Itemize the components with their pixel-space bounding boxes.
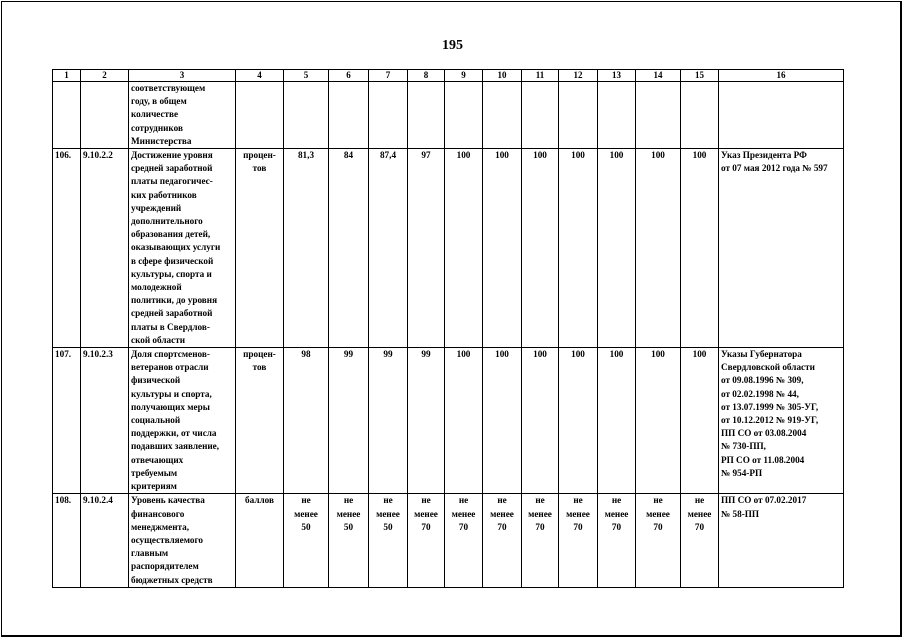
value-cell — [329, 82, 369, 149]
row-number-cell — [53, 82, 81, 149]
column-header: 3 — [129, 70, 236, 82]
value-cell: 97 — [408, 149, 445, 348]
value-cell: 84 — [329, 149, 369, 348]
column-header: 15 — [681, 70, 719, 82]
row-number-cell: 106. — [53, 149, 81, 348]
unit-cell: процен- тов — [236, 149, 284, 348]
column-header: 6 — [329, 70, 369, 82]
value-cell: 87,4 — [369, 149, 408, 348]
table-row — [53, 82, 844, 149]
value-cell — [598, 82, 636, 149]
column-number-row — [53, 70, 844, 82]
value-cell: не менее 70 — [445, 494, 483, 587]
value-cell — [681, 82, 719, 149]
value-cell: 100 — [559, 348, 598, 494]
value-cell: не менее 70 — [483, 494, 522, 587]
value-cell: 100 — [681, 348, 719, 494]
value-cell: 100 — [445, 348, 483, 494]
column-header: 11 — [522, 70, 559, 82]
value-cell — [483, 82, 522, 149]
column-header: 7 — [369, 70, 408, 82]
column-header: 2 — [81, 70, 129, 82]
value-cell — [522, 82, 559, 149]
column-header: 14 — [636, 70, 681, 82]
indicator-text-cell: Достижение уровня средней заработной платы педагогичес- ких работников учреждений дополнительного образования детей, оказывающих услуги в сфере физической культуры, спорта и молодежной политики, до уровня средней заработной платы в Свердлов- ской области — [129, 149, 236, 348]
table-row — [53, 494, 844, 587]
value-cell: не менее 70 — [559, 494, 598, 587]
column-header: 4 — [236, 70, 284, 82]
row-number-cell: 108. — [53, 494, 81, 587]
value-cell: не менее 70 — [408, 494, 445, 587]
value-cell: не менее 50 — [284, 494, 329, 587]
value-cell — [284, 82, 329, 149]
page-number: 195 — [442, 38, 463, 53]
table-row — [53, 348, 844, 494]
column-header: 5 — [284, 70, 329, 82]
indicator-text-cell: Уровень качества финансового менеджмента, осуществляемого главным распорядителем бюджетных средств — [129, 494, 236, 587]
indicator-table — [52, 69, 844, 588]
value-cell: 100 — [483, 149, 522, 348]
value-cell — [636, 82, 681, 149]
row-number-cell: 107. — [53, 348, 81, 494]
value-cell — [559, 82, 598, 149]
value-cell: не менее 50 — [329, 494, 369, 587]
value-cell: 100 — [445, 149, 483, 348]
value-cell: не менее 70 — [681, 494, 719, 587]
value-cell — [369, 82, 408, 149]
column-header: 12 — [559, 70, 598, 82]
value-cell: 100 — [559, 149, 598, 348]
value-cell: не менее 70 — [522, 494, 559, 587]
column-header: 16 — [719, 70, 844, 82]
legal-basis-cell: Указ Президента РФ от 07 мая 2012 года № 597 — [719, 149, 844, 348]
unit-cell: процен- тов — [236, 348, 284, 494]
legal-basis-cell: ПП СО от 07.02.2017 № 58-ПП — [719, 494, 844, 587]
column-header: 8 — [408, 70, 445, 82]
value-cell — [408, 82, 445, 149]
value-cell: 100 — [483, 348, 522, 494]
value-cell: 100 — [636, 348, 681, 494]
value-cell: 98 — [284, 348, 329, 494]
value-cell: 81,3 — [284, 149, 329, 348]
value-cell — [445, 82, 483, 149]
row-code-cell: 9.10.2.2 — [81, 149, 129, 348]
row-code-cell: 9.10.2.4 — [81, 494, 129, 587]
legal-basis-cell — [719, 82, 844, 149]
value-cell: 99 — [329, 348, 369, 494]
unit-cell — [236, 82, 284, 149]
value-cell: не менее 70 — [598, 494, 636, 587]
row-code-cell — [81, 82, 129, 149]
value-cell: 100 — [636, 149, 681, 348]
column-header: 13 — [598, 70, 636, 82]
indicator-text-cell: соответствующем году, в общем количестве сотрудников Министерства — [129, 82, 236, 149]
value-cell: 99 — [408, 348, 445, 494]
value-cell: 100 — [522, 149, 559, 348]
unit-cell: баллов — [236, 494, 284, 587]
value-cell: 100 — [522, 348, 559, 494]
column-header: 1 — [53, 70, 81, 82]
value-cell: 99 — [369, 348, 408, 494]
row-code-cell: 9.10.2.3 — [81, 348, 129, 494]
value-cell: 100 — [598, 348, 636, 494]
column-header: 9 — [445, 70, 483, 82]
value-cell: 100 — [598, 149, 636, 348]
value-cell: не менее 70 — [636, 494, 681, 587]
value-cell: 100 — [681, 149, 719, 348]
column-header: 10 — [483, 70, 522, 82]
value-cell: не менее 50 — [369, 494, 408, 587]
indicator-text-cell: Доля спортсменов- ветеранов отрасли физической культуры и спорта, получающих меры социальной поддержки, от числа подавших заявление, отвечающих требуемым критериям — [129, 348, 236, 494]
table-row — [53, 149, 844, 348]
legal-basis-cell: Указы Губернатора Свердловской области от 09.08.1996 № 309, от 02.02.1998 № 44, от 13.07.1999 № 305-УГ, от 10.12.2012 № 919-УГ, ПП СО от 03.08.2004 № 730-ПП, РП СО от 11.08.2004 № 954-РП — [719, 348, 844, 494]
